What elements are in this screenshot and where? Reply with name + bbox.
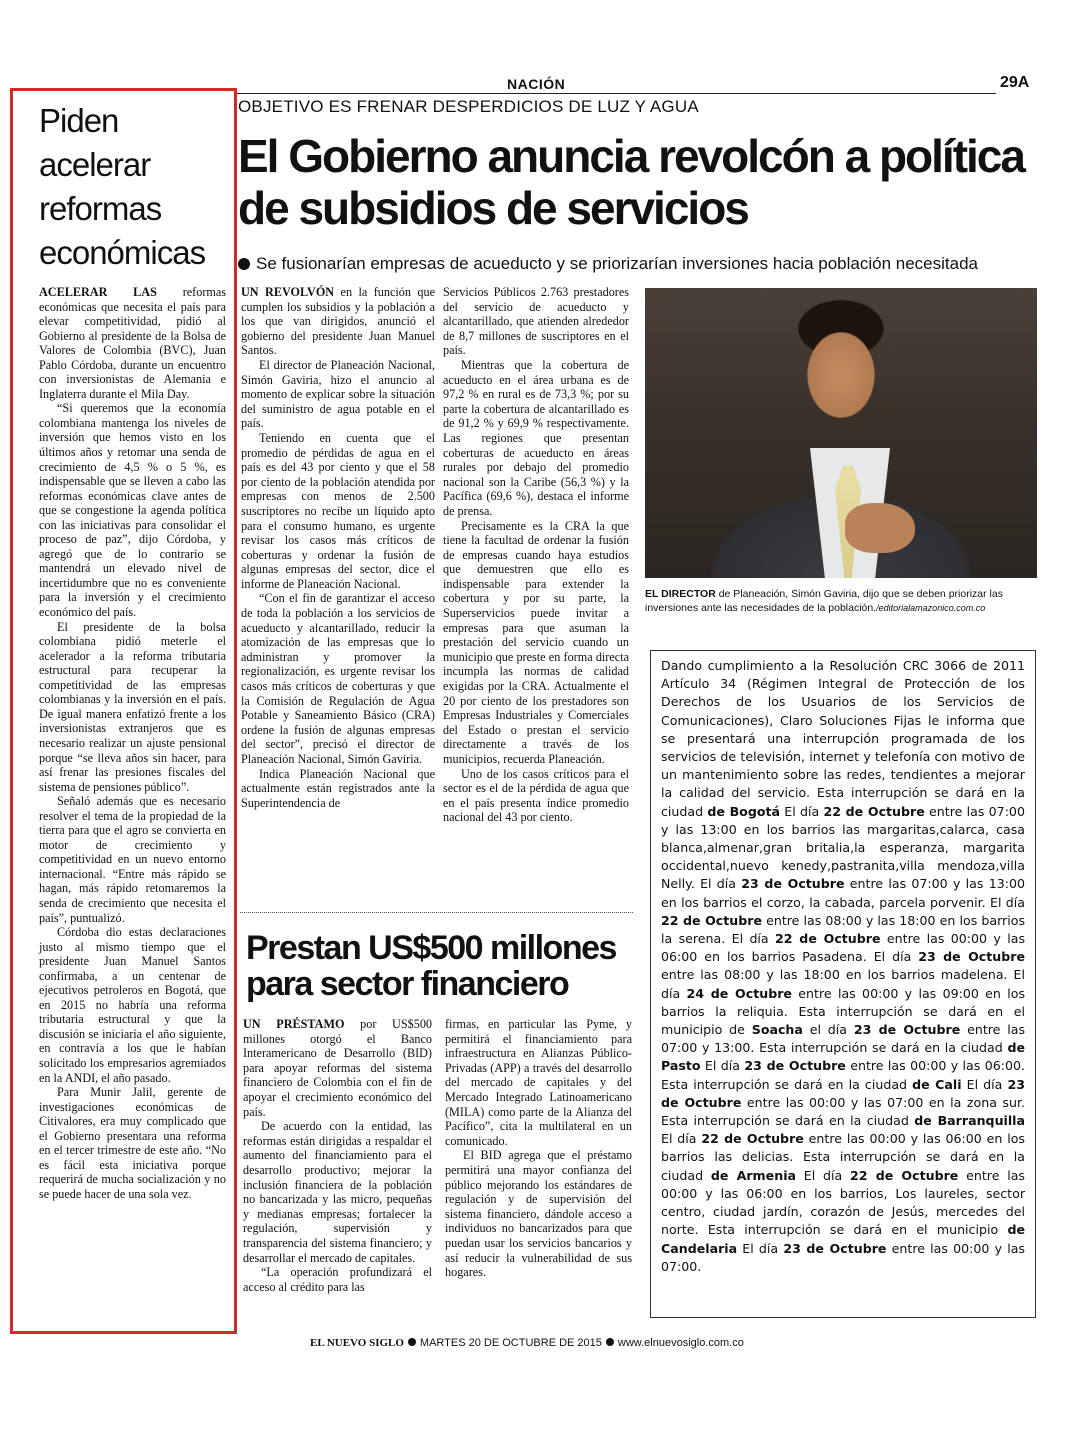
highlighted-sidebar-box [10, 88, 237, 1334]
notice-text: entre las 00:00 y las 09:00 en los barrios la reliquia. Esta interrupción se dará en el municipio de [661, 985, 1026, 1038]
footer-brand: EL NUEVO SIGLO [310, 1337, 404, 1349]
article-paragraph [241, 431, 435, 592]
notice-emphasis: Soacha [751, 1022, 803, 1038]
notice-emphasis: de Bogotá [707, 803, 781, 819]
paragraph-text: en la función que cumplen los subsidios y la población a los que van dirigidos, anunció el gobierno del presidente Juan Manuel Santos. [241, 285, 435, 358]
notice-text: El día [961, 1076, 1008, 1092]
article-paragraph [443, 767, 629, 825]
article-paragraph [445, 1148, 632, 1279]
notice-text: El día [700, 1058, 745, 1074]
notice-text: entre las 00:00 y las 07:00. [661, 1240, 1025, 1274]
article-paragraph [443, 285, 629, 358]
notice-text: Dando cumplimiento a la Resolución CRC 3066 de 2011 Artículo 34 (Régimen Integral de Protección de los Derechos de los Usuarios de los Servicios de Comunicaciones), Claro Soluciones Fijas le informa que se presentará una interrupción programada de los servicios de televisión, internet y telefonía con motivo de un mantenimiento sobre las redes, tendientes a mejorar la calidad del servicio. Esta interrupción se dará en la ciudad [661, 658, 1025, 819]
article-paragraph [39, 925, 226, 1085]
notice-text: entre las 00:00 y las 06:00 en los barrios las delicias. Esta interrupción se dará en la ciudad [661, 1131, 1025, 1183]
second-story-column-1 [243, 1017, 432, 1294]
section-label: NACIÓN [507, 76, 566, 92]
article-paragraph [243, 1119, 432, 1265]
paragraph-text: Señaló además que es necesario resolver el tema de la propiedad de la tierra para que el agro se convierta en motor de crecimiento y competitividad en un nuevo entorno internacional. “Entre más rápido se hagan, más rápido retomaremos la senda de crecimiento que necesita el país”, puntualizó. [39, 794, 226, 925]
paragraph-lead: UN PRÉSTAMO [243, 1017, 345, 1031]
story-photo [645, 288, 1037, 578]
caption-text: de Planeación, Simón Gaviria, dijo que se deben priorizar las inversiones ante las necesidades de la población. [645, 588, 1003, 614]
paragraph-text: reformas económicas que necesita el país para elevar competitividad, pidió al Gobierno al presidente de la Bolsa de Valores de Colombia (BVC), Juan Pablo Córdoba, durante un encuentro con inversionistas de Alemania e Inglaterra durante el Mila Day. [39, 285, 227, 401]
article-paragraph [39, 285, 226, 401]
story-subhead [238, 254, 1058, 274]
paragraph-text: Precisamente es la CRA la que tiene la facultad de ordenar la fusión de empresas cuando haya estudios que demuestren que ello es indispensable para extender la cobertura y por su parte, la Superservicios puede invitar a empresas para que asuman la prestación del servicio cuando un municipio que preste en forma directa incumpla las normas de calidad exigidas por la CRA. Actualmente el 20 por ciento de los prestadores son Empresas Industriales y Comerciales del Estado o prestan el servicio directamente a través de los municipios, recuerda Planeación. [443, 518, 629, 766]
paragraph-text: El BID agrega que el préstamo permitirá una mayor confianza del público mejorando los estándares de regulación y de supervisión del sistema financiero, dándole acceso a individuos no bancarizados para que puedan usar los servicios bancarios y así reducir la vulnerabilidad de sus hogares. [445, 1148, 632, 1280]
caption-lead: EL DIRECTOR [645, 588, 716, 600]
notice-emphasis: de Pasto [661, 1040, 1025, 1074]
paragraph-text: “Con el fin de garantizar el acceso de toda la población a los servicios de acueducto y alcantarillado, reducir la atomización de las empresas que lo administran y promover la regionalización, es urgente revisar los casos más críticos de coberturas y que la Comisión de Regulación de Agua Potable y Saneamiento Básico (CRA) ordene la fusión de algunas empresas del sector”, precisó el director de Planeación Nacional, Simón Gaviria. [241, 591, 435, 766]
paragraph-text: El presidente de la bolsa colombiana pidió meterle el acelerador a la reforma tributaria estructural para recuperar la competitividad de las empresas colombianas y la inversión en el país. De igual manera enfatizó frente a los inversionistas extranjeros que es necesario realizar un ajuste pensional porque “se lleva años sin hacer, para así frenar las presiones fiscales del sistema de pensiones público”. [39, 619, 226, 794]
paragraph-text: El director de Planeación Nacional, Simón Gaviria, hizo el anuncio al momento de explicar sobre la situación del suministro de agua potable en el país. [241, 357, 435, 431]
notice-emphasis: de Barranquilla [914, 1113, 1025, 1129]
paragraph-text: Uno de los casos críticos para el sector es el de la pérdida de agua que en el país presenta índice promedio nacional del 43 por ciento. [443, 766, 629, 825]
article-paragraph [39, 620, 226, 795]
notice-text: entre las 07:00 y las 13:00 en los barrios las margaritas,calarca, casa blanca,almenar,gran britalia,la esperanza, margarita occidental,nuevo kenedy,pastranita,villa mendoza,villa Nelly. El día [661, 803, 1025, 892]
notice-emphasis: 22 de Octubre [701, 1131, 804, 1147]
notice-emphasis: 23 de Octubre [744, 1058, 846, 1074]
notice-emphasis: de Armenia [710, 1167, 797, 1183]
notice-emphasis: 22 de Octubre [823, 803, 925, 819]
paragraph-text: Para Munir Jalil, gerente de investigaciones económicas de Citivalores, era muy complicado que el Gobierno presentara una reforma en el tercer trimestre de este año. “No es fácil esta iniciativa porque requerirá de mucha socialización y no se puede hacer de una sola vez. [39, 1085, 226, 1201]
article-paragraph [241, 358, 435, 431]
story-headline: El Gobierno anuncia revolcón a política de subsidios de servicios [238, 130, 1024, 234]
bullet-icon [606, 1338, 614, 1346]
second-story-column-2 [445, 1017, 632, 1280]
notice-text: entre las 08:00 y las 18:00 en los barrios madelena. El día [661, 967, 1025, 1001]
notice-text: entre las 00:00 y las 06:00. Esta interrupción se dará en la ciudad [661, 1058, 1025, 1092]
page-number: 29A [1000, 74, 1030, 91]
notice-text: El día [737, 1240, 784, 1256]
notice-text: entre las 07:00 y las 13:00 en los barrios el corzo, la cabada, parcela porvenir. El día [661, 876, 1025, 910]
header-rule [236, 93, 996, 94]
article-paragraph [443, 358, 629, 519]
article-paragraph [39, 794, 226, 925]
bullet-icon [408, 1338, 416, 1346]
subhead-text: Se fusionarían empresas de acueducto y se priorizarían inversiones hacia población necesitada [256, 254, 978, 273]
paragraph-text: Mientras que la cobertura de acueducto en el área urbana es de 97,2 % en rural es de 73,3 %; por su parte la cobertura de alcantarillado es de 91,2 % y 69,9 % respectivamente. Las regiones que presentan coberturas de acueducto en áreas rurales por debajo del promedio nacional son la Caribe (56,3 %) y la Pacífica (69,6 %), destaca el informe de prensa. [443, 357, 629, 518]
article-paragraph [443, 519, 629, 767]
sidebar-headline: Piden acelerar reformas económicas [39, 102, 206, 271]
notice-emphasis: 22 de Octubre [661, 912, 762, 928]
photo-caption [645, 587, 1037, 615]
paragraph-text: “Si queremos que la economía colombiana mantenga los niveles de inversión que hemos visto en los últimos años y retomar una senda de crecimiento de 4,5 % o 5 %, es indispensable que se lleven a cabo las reformas económicas clave antes de que se congestione la agenda política con las iniciativas para consolidar el proceso de paz”, dijo Córdoba, y agregó que de lo contrario se mantendrá un elevado nivel de incertidumbre que no es conveniente para la inversión y el crecimiento económico del país. [39, 401, 226, 620]
story-column-2 [443, 285, 629, 825]
notice-text: El día [780, 803, 824, 819]
article-paragraph [243, 1017, 432, 1119]
notice-text: El día [796, 1167, 851, 1183]
notice-emphasis: 23 de Octubre [661, 1076, 1025, 1110]
photo-hand [845, 503, 915, 553]
sidebar-body [39, 285, 226, 1201]
story-kicker: OBJETIVO ES FRENAR DESPERDICIOS DE LUZ Y AGUA [238, 97, 699, 116]
notice-text: entre las 07:00 y 13:00. Esta interrupción se dará en la ciudad [661, 1022, 1026, 1056]
notice-emphasis: 23 de Octubre [741, 876, 845, 892]
article-paragraph [39, 1085, 226, 1201]
story-column-1 [241, 285, 435, 810]
bullet-icon [238, 258, 250, 270]
notice-text: entre las 00:00 y las 06:00 en los barrios, Los laureles, sector centro, ciudad jardín, corazón de Jesús, mercedes del norte. Esta interrupción se dará en el municipio [661, 1167, 1025, 1238]
article-paragraph [39, 401, 226, 619]
article-paragraph [241, 285, 435, 358]
paragraph-lead: ACELERAR LAS [39, 285, 157, 299]
paragraph-text: De acuerdo con la entidad, las reformas están dirigidas a respaldar el aumento del financiamiento para el desarrollo productivo; mejorar la inclusión financiera de la población no bancarizada y las micro, pequeñas y medianas empresas; fortalecer la regulación, supervisión y transparencia del sistema financiero; y desarrollar el mercado de capitales. [243, 1119, 432, 1265]
notice-text: El día [661, 1131, 702, 1147]
paragraph-lead: UN REVOLVÓN [241, 285, 335, 299]
caption-credit: /editorialamazonico.com.co [876, 603, 986, 613]
second-story-headline: Prestan US$500 millones para sector financiero [246, 929, 616, 1003]
notice-text: entre las 08:00 y las 18:00 en los barrios la serena. El día [661, 912, 1026, 947]
article-paragraph [243, 1265, 432, 1294]
notice-emphasis: de Candelaria [661, 1222, 1025, 1256]
paragraph-text: Córdoba dio estas declaraciones justo al mismo tiempo que el presidente Juan Manuel Santos confirmaba, a un centenar de ejecutivos petroleros en Bogotá, que en 2015 no habría una reforma tributaria estructural y que la discusión se iniciaría el año siguiente, en contravía a los que le habían solicitado los empresarios agremiados en la ANDI, el año pasado. [39, 925, 226, 1085]
page-footer [310, 1337, 744, 1349]
notice-emphasis: 24 de Octubre [686, 985, 792, 1001]
notice-text: entre las 00:00 y las 07:00 en la zona sur. Esta interrupción se dará en la ciudad [661, 1094, 1025, 1129]
notice-emphasis: 23 de Octubre [783, 1240, 887, 1256]
paragraph-text: Indica Planeación Nacional que actualmente están registrados ante la Superintendencia de [241, 766, 435, 810]
paragraph-text: firmas, en particular las Pyme, y permitirá el financiamiento para infraestructura en Alianzas Público-Privadas (APP) a través del desarrollo del mercado de capitales y del Mercado Integrado Latinoamericano (MILA) como parte de la Alianza del Pacífico”, cita la multilateral en un comunicado. [445, 1017, 632, 1148]
notice-emphasis: de Cali [912, 1076, 962, 1092]
notice-text: entre las 00:00 y las 06:00 en los barrios Pasadena. El día [661, 931, 1026, 965]
notice-emphasis: 22 de Octubre [850, 1167, 959, 1183]
paragraph-text: Servicios Públicos 2.763 prestadores del servicio de acueducto y alcantarillado, que atienden alrededor de 8,7 millones de suscriptores en el país. [443, 285, 629, 358]
footer-url: www.elnuevosiglo.com.co [617, 1337, 744, 1349]
paragraph-text: por US$500 millones otorgó el Banco Interamericano de Desarrollo (BID) para apoyar reformas del sistema financiero de Colombia con el fin de apoyar el crecimiento económico del país. [243, 1017, 433, 1119]
notice-text: el día [802, 1022, 854, 1038]
story-divider [240, 912, 633, 913]
service-interruption-notice [650, 650, 1036, 1318]
notice-emphasis: 23 de Octubre [918, 949, 1025, 965]
notice-emphasis: 23 de Octubre [853, 1022, 961, 1038]
notice-emphasis: 22 de Octubre [775, 931, 881, 947]
article-paragraph [445, 1017, 632, 1148]
paragraph-text: “La operación profundizará el acceso al crédito para las [243, 1265, 432, 1294]
article-paragraph [241, 767, 435, 811]
paragraph-text: Teniendo en cuenta que el promedio de pérdidas de agua en el país es del 43 por ciento y que el 58 por ciento de la población atendida por empresas con menos de 2.500 suscriptores no recibe un líquido apto para el consumo humano, es urgente revisar los casos más críticos de coberturas y ordenar la fusión de algunas empresas del sector, dice el informe de Planeación Nacional. [241, 430, 435, 591]
footer-date: MARTES 20 DE OCTUBRE DE 2015 [419, 1337, 602, 1349]
article-paragraph [241, 591, 435, 766]
